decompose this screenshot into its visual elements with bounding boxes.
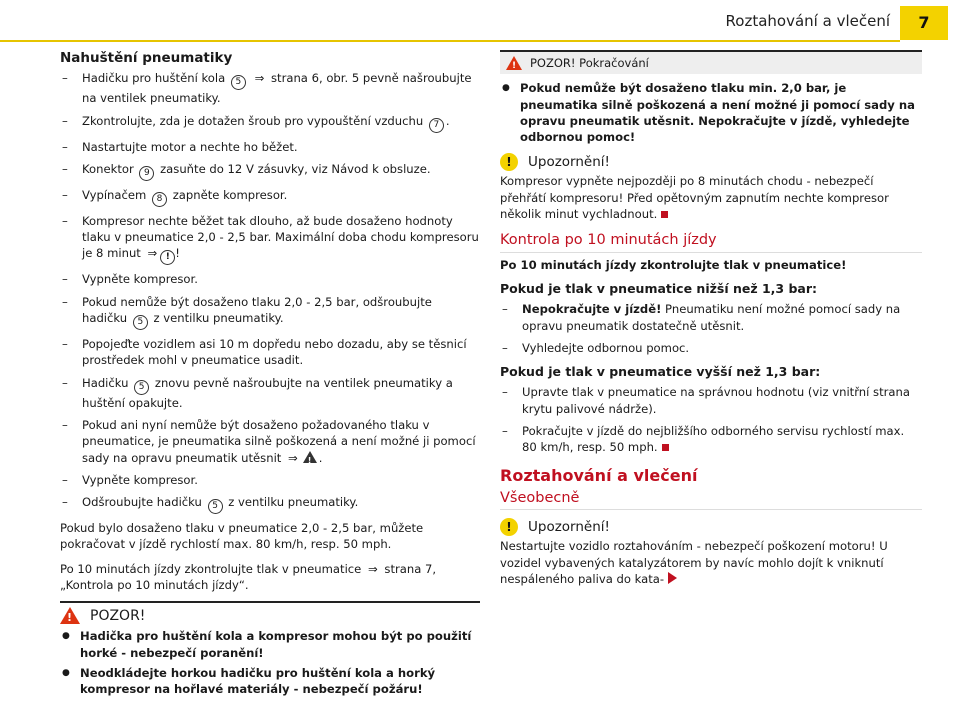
step-9: – Popojeďte vozidlem asi 10 m dopředu nebo dozadu, aby se těsnicí prostředek mohl v pneumatice usadit. xyxy=(62,337,467,368)
warning-bullet: ● Hadička pro huštění kola a kompresor mohou být po použití horké - nebezpečí poranění! xyxy=(60,628,480,661)
note-text: Nestartujte vozidlo roztahováním - nebezpečí poškození motoru! U vozidel vybavených katalyzátorem by navíc mohlo dojít k vniknutí nespáleného paliva do kata- xyxy=(500,539,888,586)
warning-bullet: ● Neodkládejte horkou hadičku pro huštění kola a horký kompresor na hořlavé materiály - nebezpečí požáru! xyxy=(60,665,480,698)
warning-box xyxy=(60,601,480,697)
ref-number: 8 xyxy=(152,192,167,207)
arrow-icon: ⇒ xyxy=(288,450,298,465)
section-heading: Nahuštění pneumatiky xyxy=(60,50,233,66)
high-pressure-heading: Pokud je tlak v pneumatice vyšší než 1,3 bar: xyxy=(500,364,821,380)
step-12: – Vypněte kompresor. xyxy=(62,472,198,487)
step-2: – Zkontrolujte, zda je dotažen šroub pro vypouštění vzduchu 7 . xyxy=(60,113,480,133)
exclamation-icon: ! xyxy=(500,518,518,536)
step-5: – Vypínačem 8 zapněte kompresor. xyxy=(60,187,480,207)
step-7: – Vypněte kompresor. xyxy=(62,272,198,287)
end-marker-icon xyxy=(662,444,669,451)
arrow-icon: ⇒ xyxy=(254,71,265,86)
low-item-1: – Nepokračujte v jízdě! Pneumatiku není možné pomocí sady na opravu pneumatik dostatečně utěsnit. xyxy=(502,302,901,333)
warning-icon xyxy=(506,56,522,70)
warning-icon xyxy=(303,451,317,463)
warning-icon xyxy=(60,607,80,624)
note-header: ! Upozornění! xyxy=(500,153,922,171)
high-item-2: – Pokračujte v jízdě do nejbližšího odborného servisu rychlostí max. 80 km/h, resp. 50 mph. xyxy=(502,424,905,455)
warning-continued-header: ! POZOR! Pokračování xyxy=(500,50,922,74)
ref-number: 5 xyxy=(134,380,149,395)
step-1: – Hadičku pro huštění kola 5 ⇒ strana 6, obr. 5 pevně našroubujte na ventilek pneumatiky. xyxy=(62,71,472,106)
step-4: – Konektor 9 zasuňte do 12 V zásuvky, viz Návod k obsluze. xyxy=(60,161,480,181)
arrow-icon: ⇒ xyxy=(368,561,378,576)
ref-number: 9 xyxy=(139,166,154,181)
header-rule xyxy=(0,40,900,42)
continue-arrow-icon xyxy=(668,572,677,584)
subsection-heading: Všeobecně xyxy=(500,490,922,510)
note-header: ! Upozornění! xyxy=(500,518,922,536)
exclamation-icon: ! xyxy=(160,250,175,265)
high-item-1: – Upravte tlak v pneumatice na správnou hodnotu (viz vnitřní strana krytu palivové nádrže). xyxy=(502,385,910,416)
step-11: – Pokud ani nyní nemůže být dosaženo požadovaného tlaku v pneumatice, je pneumatika silně poškozená a není možné ji pomocí sady na opravu pneumatik utěsnit ⇒! . xyxy=(60,417,480,466)
right-column xyxy=(500,50,922,595)
ref-number: 5 xyxy=(133,315,148,330)
chapter-number: 7 xyxy=(900,6,948,40)
page-header xyxy=(0,0,960,42)
step-10: – Hadičku 5 znovu pevně našroubujte na ventilek pneumatiky a huštění opakujte. xyxy=(62,375,453,410)
warning-header: ! POZOR! xyxy=(60,603,480,628)
end-marker-icon xyxy=(661,211,668,218)
step-8: – Pokud nemůže být dosaženo tlaku 2,0 - 2,5 bar, odšroubujte hadičku 5 z ventilku pneumatiky. xyxy=(60,294,480,330)
paragraph: Po 10 minutách jízdy zkontrolujte tlak v pneumatice ⇒ strana 7, „Kontrola po 10 minutách jízdy“. xyxy=(60,561,437,593)
low-item-2: – Vyhledejte odbornou pomoc. xyxy=(502,340,690,355)
exclamation-icon: ! xyxy=(500,153,518,171)
left-column xyxy=(60,50,480,702)
main-heading: Roztahování a vlečení xyxy=(500,465,698,485)
subsection-heading: Kontrola po 10 minutách jízdy xyxy=(500,232,922,252)
ref-number: 5 xyxy=(208,499,223,514)
note-text: Kompresor vypněte nejpozději po 8 minutách chodu - nebezpečí přehřátí kompresoru! Před opětovným zapnutím nechte kompresor několik minut vychladnout. xyxy=(500,174,889,222)
ref-number: 5 xyxy=(231,75,246,90)
step-3: – Nastartujte motor a nechte ho běžet. xyxy=(62,139,298,154)
lead-text: Po 10 minutách jízdy zkontrolujte tlak v pneumatice! xyxy=(500,257,847,272)
step-6: – Kompresor nechte běžet tak dlouho, až bude dosaženo hodnoty tlaku v pneumatice 2,0 - 2,5 bar. Maximální doba chodu kompresoru je 8 minut ⇒ ! ! xyxy=(60,213,480,266)
ref-number: 7 xyxy=(429,118,444,133)
step-13: – Odšroubujte hadičku 5 z ventilku pneumatiky. xyxy=(60,494,480,514)
warning-bullet: ● Pokud nemůže být dosaženo tlaku min. 2,0 bar, je pneumatika silně poškozená a není možné ji pomocí sady na opravu pneumatik utěsnit. Nepokračujte v jízdě, vyhledejte odbornou pomoc! xyxy=(500,80,922,145)
paragraph: Pokud bylo dosaženo tlaku v pneumatice 2,0 - 2,5 bar, můžete pokračovat v jízdě rychlostí max. 80 km/h, resp. 50 mph. xyxy=(60,521,424,552)
low-pressure-heading: Pokud je tlak v pneumatice nižší než 1,3 bar: xyxy=(500,280,817,296)
arrow-icon: ⇒ xyxy=(147,246,158,261)
header-title: Roztahování a vlečení xyxy=(725,12,890,30)
